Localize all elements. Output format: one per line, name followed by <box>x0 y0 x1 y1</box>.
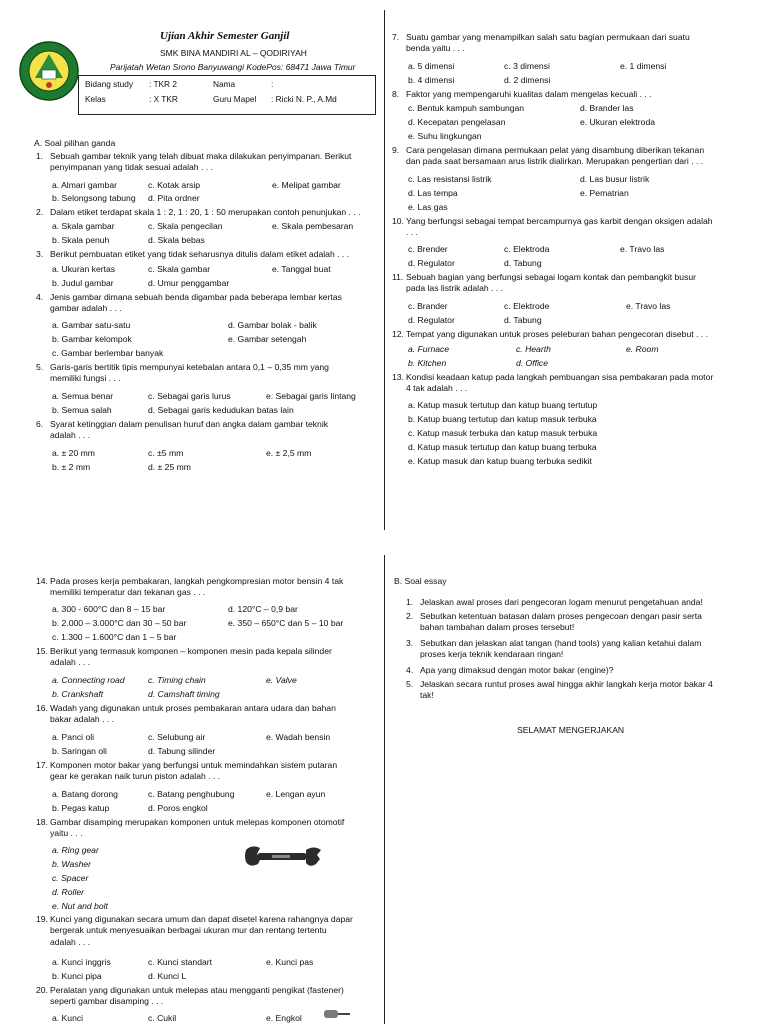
q11-option-e[interactable]: e. Travo las <box>626 301 671 311</box>
q9-option-c[interactable]: c. Las resistansi listrik <box>408 174 492 184</box>
q7-option-b[interactable]: b. 4 dimensi <box>408 75 455 85</box>
q10-option-c[interactable]: c. Brender <box>408 244 448 254</box>
q3-option-a[interactable]: a. Ukuran kertas <box>52 264 116 274</box>
school-name: SMK BINA MANDIRI AL – QODIRIYAH <box>160 48 307 58</box>
q17-option-a[interactable]: a. Batang dorong <box>52 789 118 799</box>
q1-option-a[interactable]: a. Almari gambar <box>52 180 117 190</box>
question-20: 20. Peralatan yang digunakan untuk melepas atau mengganti pengikat (fastener) seperti gambar disamping . . . <box>36 985 344 1007</box>
q2-option-c[interactable]: c. Skala pengecilan <box>148 221 223 231</box>
q16-option-e[interactable]: e. Wadah bensin <box>266 732 331 742</box>
q6-option-b[interactable]: b. ± 2 mm <box>52 462 91 472</box>
bidang-value: : TKR 2 <box>149 79 177 89</box>
essay-2: 2. Sebutkan ketentuan batasan dalam proses pengecoan dengan pasir serta bahan tambahan dalam proses tersebut! <box>406 611 702 633</box>
q16-option-d[interactable]: d. Tabung silinder <box>148 746 216 756</box>
q16-option-a[interactable]: a. Panci oli <box>52 732 95 742</box>
q4-option-e[interactable]: e. Gambar setengah <box>228 334 307 344</box>
q20-option-e[interactable]: e. Engkol <box>266 1013 302 1023</box>
kelas-value: : X TKR <box>149 94 178 104</box>
q5-option-b[interactable]: b. Semua salah <box>52 405 112 415</box>
question-5: 5. Garis-garis bertitik tipis mempunyai ketebalan antara 0,1 – 0,35 mm yang memiliki fungsi . . . <box>36 362 329 384</box>
q20-option-c[interactable]: c. Cukil <box>148 1013 177 1023</box>
q14-option-a[interactable]: a. 300 - 600°C dan 8 – 15 bar <box>52 604 166 614</box>
guru-label: Guru Mapel <box>213 94 257 104</box>
q14-option-d[interactable]: d. 120°C – 0,9 bar <box>228 604 298 614</box>
question-14: 14. Pada proses kerja pembakaran, langkah pengkompresian motor bensin 4 tak memiliki temperatur dan tekanan gas . . . <box>36 576 344 598</box>
question-19: 19. Kunci yang digunakan secara umum dan dapat disetel karena rahangnya dapar bergerak untuk menyesuaikan berbagai ukuran mur dan rentang tertentu adalah . . . <box>36 914 353 947</box>
q17-option-b[interactable]: b. Pegas katup <box>52 803 110 813</box>
question-1: 1. Sebuah gambar teknik yang telah dibuat maka dilakukan penyimpanan. Berikut penyimpanan yang tidak sesuai adalah . . . <box>36 151 352 173</box>
q19-option-e[interactable]: e. Kunci pas <box>266 957 314 967</box>
question-4: 4. Jenis gambar dimana sebuah benda digambar pada beberapa lembar kertas gambar adalah . . . <box>36 292 342 314</box>
q4-option-d[interactable]: d. Gambar bolak - balik <box>228 320 317 330</box>
q11-option-d[interactable]: d. Regulator <box>408 315 455 325</box>
q6-option-e[interactable]: e. ± 2,5 mm <box>266 448 312 458</box>
q6-option-c[interactable]: c. ±5 mm <box>148 448 184 458</box>
exam-title: Ujian Akhir Semester Ganjil <box>160 30 290 42</box>
question-12: 12. Tempat yang digunakan untuk proses peleburan bahan pengecoran disebut . . . <box>392 329 708 339</box>
q12-option-b[interactable]: b. Kitchen <box>408 358 447 368</box>
question-10: 10. Yang berfungsi sebagai tempat bercampurnya gas karbit dengan oksigen adalah . . . <box>392 216 713 238</box>
q9-option-e[interactable]: e. Pematrian <box>580 188 629 198</box>
question-13: 13. Kondisi keadaan katup pada langkah pembuangan sisa pembakaran pada motor 4 tak adalah . . . <box>392 372 714 394</box>
q8-option-d2[interactable]: d. Kecepatan pengelasan <box>408 117 506 127</box>
q7-option-e[interactable]: e. 1 dimensi <box>620 61 667 71</box>
q6-option-a[interactable]: a. ± 20 mm <box>52 448 95 458</box>
q3-option-d[interactable]: d. Umur penggambar <box>148 278 230 288</box>
q1-option-b[interactable]: b. Selongsong tabung <box>52 193 136 203</box>
q7-option-a[interactable]: a. 5 dimensi <box>408 61 455 71</box>
section-a-title: A. Soal pilihan ganda <box>34 138 116 148</box>
q12-option-c[interactable]: c. Hearth <box>516 344 551 354</box>
q2-option-b[interactable]: b. Skala penuh <box>52 235 110 245</box>
q15-option-b[interactable]: b. Crankshaft <box>52 689 104 699</box>
q10-option-d[interactable]: d. Regulator <box>408 258 455 268</box>
q8-option-d[interactable]: d. Brander las <box>580 103 634 113</box>
q13-option-b[interactable]: b. Katup buang tertutup dan katup masuk terbuka <box>408 414 597 424</box>
q20-option-a[interactable]: a. Kunci <box>52 1013 84 1023</box>
question-3: 3. Berikut pembuatan etiket yang tidak seharusnya ditulis dalam etiket adalah . . . <box>36 249 350 259</box>
q3-option-e[interactable]: e. Tanggal buat <box>272 264 331 274</box>
q15-option-e[interactable]: e. Valve <box>266 675 297 685</box>
q5-option-a[interactable]: a. Semua benar <box>52 391 114 401</box>
question-15: 15. Berikut yang termasuk komponen – komponen mesin pada kepala silinder adalah . . . <box>36 646 332 668</box>
question-2: 2. Dalam etiket terdapat skala 1 : 2, 1 : 20, 1 : 50 merupakan contoh penunjukan . . . <box>36 207 361 217</box>
q15-option-d[interactable]: d. Camshaft timing <box>148 689 220 699</box>
q7-option-c[interactable]: c. 3 dimensi <box>504 61 550 71</box>
q5-option-d[interactable]: d. Sebagai garis kedudukan batas lain <box>148 405 294 415</box>
bidang-label: Bidang study <box>85 79 133 89</box>
q19-option-a[interactable]: a. Kunci inggris <box>52 957 111 967</box>
screwdriver-image <box>322 1004 352 1024</box>
q2-option-e[interactable]: e. Skala pembesaran <box>272 221 354 231</box>
q13-option-e[interactable]: e. Katup masuk dan katup buang terbuka sedikit <box>408 456 592 466</box>
question-11: 11. Sebuah bagian yang berfungsi sebagai logam kontak dan pembangkit busur pada las listrik adalah . . . <box>392 272 697 294</box>
essay-4: 4. Apa yang dimaksud dengan motor bakar (engine)? <box>406 665 614 675</box>
q15-option-a[interactable]: a. Connecting road <box>52 675 125 685</box>
q8-option-c[interactable]: c. Bentuk kampuh sambungan <box>408 103 525 113</box>
q7-option-d[interactable]: d. 2 dimensi <box>504 75 551 85</box>
q8-option-e2[interactable]: e. Suhu lingkungan <box>408 131 482 141</box>
q17-option-e[interactable]: e. Lengan ayun <box>266 789 326 799</box>
q11-option-c2[interactable]: c. Elektrode <box>504 301 550 311</box>
q1-option-d[interactable]: d. Pita ordner <box>148 193 200 203</box>
q9-option-d2[interactable]: d. Las tempa <box>408 188 458 198</box>
q3-option-b[interactable]: b. Judul gambar <box>52 278 114 288</box>
essay-3: 3. Sebutkan dan jelaskan alat tangan (hand tools) yang kalian ketahui dalam proses kerja teknik kendaraan ringan! <box>406 638 702 660</box>
q9-option-e2[interactable]: e. Las gas <box>408 202 448 212</box>
q18-option-a[interactable]: a. Ring gear <box>52 845 99 855</box>
closing-text: SELAMAT MENGERJAKAN <box>517 725 625 735</box>
nama-label: Nama <box>213 79 236 89</box>
question-17: 17. Komponen motor bakar yang berfungsi untuk memindahkan sistem putaran gear ke gerakan naik turun piston adalah . . . <box>36 760 338 782</box>
question-8: 8. Faktor yang mempengaruhi kualitas dalam mengelas kecuali . . . <box>392 89 652 99</box>
q17-option-d[interactable]: d. Poros engkol <box>148 803 208 813</box>
q12-option-e[interactable]: e. Room <box>626 344 659 354</box>
section-b-title: B. Soal essay <box>394 576 447 586</box>
q10-option-c2[interactable]: c. Elektroda <box>504 244 550 254</box>
q13-option-c[interactable]: c. Katup masuk terbuka dan katup masuk terbuka <box>408 428 598 438</box>
q2-option-a[interactable]: a. Skala gambar <box>52 221 115 231</box>
q11-option-c[interactable]: c. Brander <box>408 301 448 311</box>
essay-1: 1. Jelaskan awal proses dari pengecoran logam menurut pengetahuan anda! <box>406 597 703 607</box>
q19-option-c[interactable]: c. Kunci standart <box>148 957 213 967</box>
q5-option-c[interactable]: c. Sebagai garis lurus <box>148 391 231 401</box>
q9-option-d[interactable]: d. Las busur listrik <box>580 174 650 184</box>
q15-option-c[interactable]: c. Timing chain <box>148 675 206 685</box>
q19-option-b[interactable]: b. Kunci pipa <box>52 971 102 981</box>
question-7: 7. Suatu gambar yang menampilkan salah satu bagian permukaan dari suatu benda yaitu . . . <box>392 32 690 54</box>
q11-option-d2[interactable]: d. Tabung <box>504 315 542 325</box>
q18-option-b[interactable]: b. Washer <box>52 859 92 869</box>
q12-option-a[interactable]: a. Furnace <box>408 344 450 354</box>
q16-option-c[interactable]: c. Selubung air <box>148 732 206 742</box>
q14-option-c[interactable]: c. 1.300 – 1.600°C dan 1 – 5 bar <box>52 632 177 642</box>
kelas-label: Kelas <box>85 94 106 104</box>
q10-option-e[interactable]: e. Travo las <box>620 244 665 254</box>
question-9: 9. Cara pengelasan dimana permukaan pelat yang disambung diberikan tekanan dan pada saat bersamaan arus listrik dialirkan. Merupakan pengertian dari . . . <box>392 145 705 167</box>
school-address: Parijatah Wetan Srono Banyuwangi KodePos: 68471 Jawa Timur <box>110 62 356 72</box>
q4-option-b[interactable]: b. Gambar kelompok <box>52 334 132 344</box>
q2-option-d[interactable]: d. Skala bebas <box>148 235 205 245</box>
q17-option-c[interactable]: c. Batang penghubung <box>148 789 235 799</box>
question-6: 6. Syarat ketinggian dalam penulisan huruf dan angka dalam gambar teknik adalah . . . <box>36 419 329 441</box>
essay-5: 5. Jelaskan secara runtut proses awal hingga akhir langkah kerja motor bakar 4 tak! <box>406 679 713 701</box>
q1-option-e[interactable]: e. Melipat gambar <box>272 180 341 190</box>
q3-option-c[interactable]: c. Skala gambar <box>148 264 211 274</box>
q10-option-d2[interactable]: d. Tabung <box>504 258 542 268</box>
q18-option-d[interactable]: d. Roller <box>52 887 84 897</box>
q13-option-d[interactable]: d. Katup masuk tertutup dan katup buang terbuka <box>408 442 597 452</box>
q8-option-e[interactable]: e. Ukuran elektroda <box>580 117 655 127</box>
q16-option-b[interactable]: b. Saringan oli <box>52 746 107 756</box>
q4-option-c[interactable]: c. Gambar berlembar banyak <box>52 348 164 358</box>
question-16: 16. Wadah yang digunakan untuk proses pembakaran antara udara dan bahan bakar adalah . . . <box>36 703 336 725</box>
q14-option-b[interactable]: b. 2.000 – 3.000°C dan 30 – 50 bar <box>52 618 187 628</box>
q5-option-e[interactable]: e. Sebagai garis lintang <box>266 391 356 401</box>
q18-option-c[interactable]: c. Spacer <box>52 873 89 883</box>
nama-value: : <box>271 79 274 89</box>
q14-option-e[interactable]: e. 350 – 650°C dan 5 – 10 bar <box>228 618 344 628</box>
q6-option-d[interactable]: d. ± 25 mm <box>148 462 191 472</box>
q19-option-d[interactable]: d. Kunci L <box>148 971 187 981</box>
question-18: 18. Gambar disamping merupakan komponen untuk melepas komponen otomotif yaitu . . . <box>36 817 345 839</box>
q12-option-d[interactable]: d. Office <box>516 358 548 368</box>
q1-option-c[interactable]: c. Kotak arsip <box>148 180 201 190</box>
wrench-image <box>244 842 322 872</box>
q18-option-e[interactable]: e. Nut and bolt <box>52 901 108 911</box>
q4-option-a[interactable]: a. Gambar satu-satu <box>52 320 131 330</box>
guru-value: : Ricki N. P., A.Md <box>271 94 337 104</box>
q13-option-a[interactable]: a. Katup masuk tertutup dan katup buang tertutup <box>408 400 598 410</box>
